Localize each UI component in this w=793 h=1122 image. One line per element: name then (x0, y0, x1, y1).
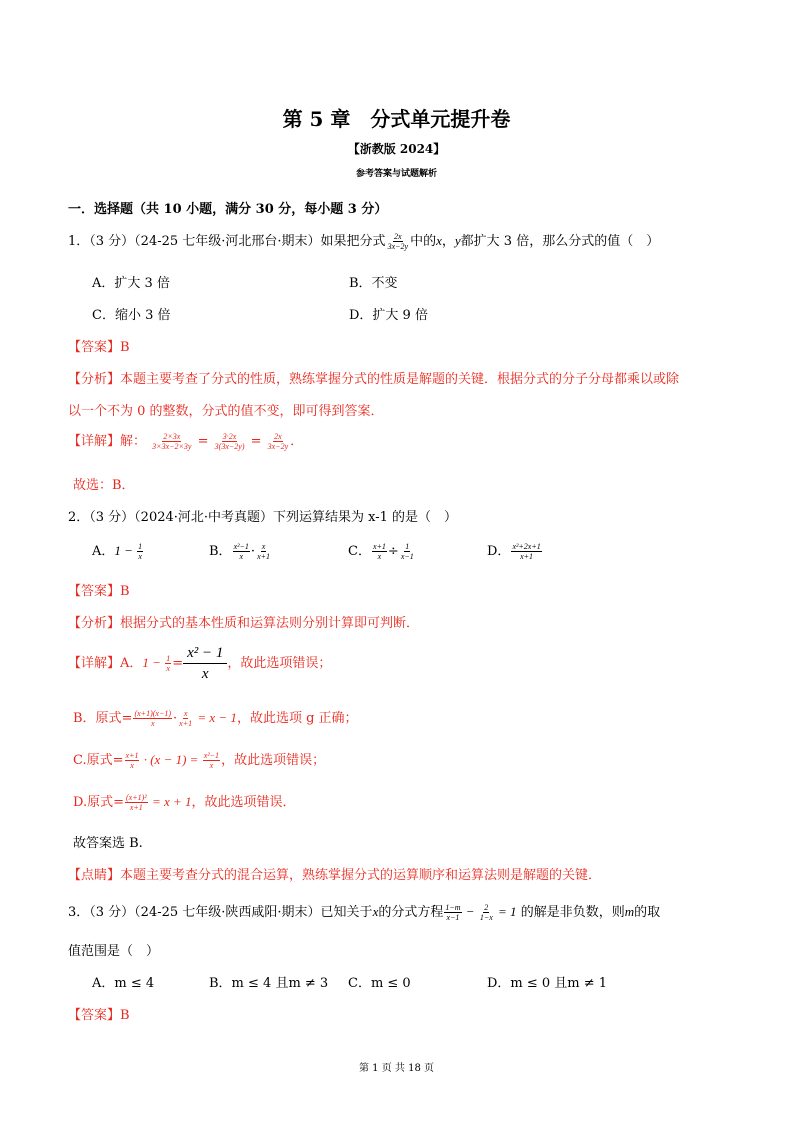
q3-option-a: A．m ≤ 4 (92, 976, 155, 991)
answer-key-note: 参考答案与试题解析 (355, 169, 437, 179)
q2-detail-a: 【详解】A．1 − $\frac{1}{x}$ = $\frac{\text{x² − 1}}{x}$ ，故此选项错误； (68, 645, 332, 682)
q1-detail: 【详解】解： $\frac{2\times 3x}{3\times 3x-2\times 3y}$ = $\frac{3\cdot 2x}{3(3x-2y)}$ = $\frac{2x}{3x-2y}$ ． (68, 432, 304, 451)
q2-option-a: A．1 − $\frac{1}{x}$ (92, 542, 143, 561)
q2-answer: 【答案】B (68, 584, 130, 599)
edition-label: 【浙教版 2024】 (347, 142, 446, 156)
q2-comment: 【点睛】本题主要考查分式的混合运算，熟练掌握分式的运算顺序和运算法则是解题的关键． (68, 868, 602, 883)
q3-stem-line1: 3．（3 分）（24-25 七年级·陕西咸阳·期末）已知关于x的分式方程 $\frac{1-m}{x-1}$ − $\frac{2}{1-x}$ = 1 的解是非负数，则m的取 (68, 903, 661, 922)
q3-option-c: C．m ≤ 0 (348, 976, 411, 991)
document-title: 第 5 章 分式单元提升卷 (282, 107, 511, 131)
q2-stem: 2．（3 分）（2024·河北·中考真题）下列运算结果为 x-1 的是（ ） (68, 510, 458, 525)
q3-option-d: D．m ≤ 0 且m ≠ 1 (487, 976, 608, 991)
q1-option-c: C．缩小 3 倍 (92, 308, 171, 323)
q1-stem: 1．（3 分）（24-25 七年级·河北邢台·期末）如果把分式 $\frac{2x}{3x-2y}$ 中的x，y都扩大 3 倍，那么分式的值（ ） (68, 232, 660, 251)
q3-option-b: B．m ≤ 4 且m ≠ 3 (209, 976, 329, 991)
q1-answer: 【答案】B (68, 340, 130, 355)
q2-detail-d: D.原式= $\frac{\text{(x+1)²}}{x+1}$ = x + 1，故此选项错误． (73, 793, 296, 812)
q2-option-b: B． $\frac{\text{x²−1}}{x}$ · $\frac{x}{x+1}$ (209, 542, 271, 561)
q1-option-a: A．扩大 3 倍 (92, 276, 170, 291)
q3-stem-line2: 值范围是（ ） (68, 944, 160, 959)
section-heading: 一．选择题（共 10 小题，满分 30 分，每小题 3 分） (68, 202, 388, 217)
q3-answer: 【答案】B (68, 1008, 130, 1023)
q1-analysis-line1: 【分析】本题主要考查了分式的性质，熟练掌握分式的性质是解题的关键．根据分式的分子分母都乘以或除 (68, 372, 680, 387)
q2-option-c: C． $\frac{x+1}{x}$ ÷ $\frac{1}{x-1}$ (348, 542, 414, 561)
q2-option-d: D． $\frac{\text{x²+2x+1}}{x+1}$ (487, 542, 541, 561)
q1-option-d: D．扩大 9 倍 (349, 308, 428, 323)
q2-detail-b: B．原式= $\frac{(x+1)(x-1)}{x}$ · $\frac{x}{x+1}$ = x − 1，故此选项 g 正确； (73, 709, 358, 728)
q1-analysis-line2: 以一个不为 0 的整数，分式的值不变，即可得到答案． (68, 404, 384, 419)
q2-analysis: 【分析】根据分式的基本性质和运算法则分别计算即可判断． (68, 616, 420, 631)
q1-conclusion: 故选：B． (73, 478, 135, 493)
q2-conclusion: 故答案选 B. (73, 836, 143, 851)
q1-option-b: B．不变 (349, 276, 398, 291)
q2-detail-c: C.原式= $\frac{x+1}{x}$ · (x − 1) = $\frac{\text{x²−1}}{x}$ ，故此选项错误； (73, 751, 326, 770)
page-number: 第 1 页 共 18 页 (359, 1063, 434, 1074)
